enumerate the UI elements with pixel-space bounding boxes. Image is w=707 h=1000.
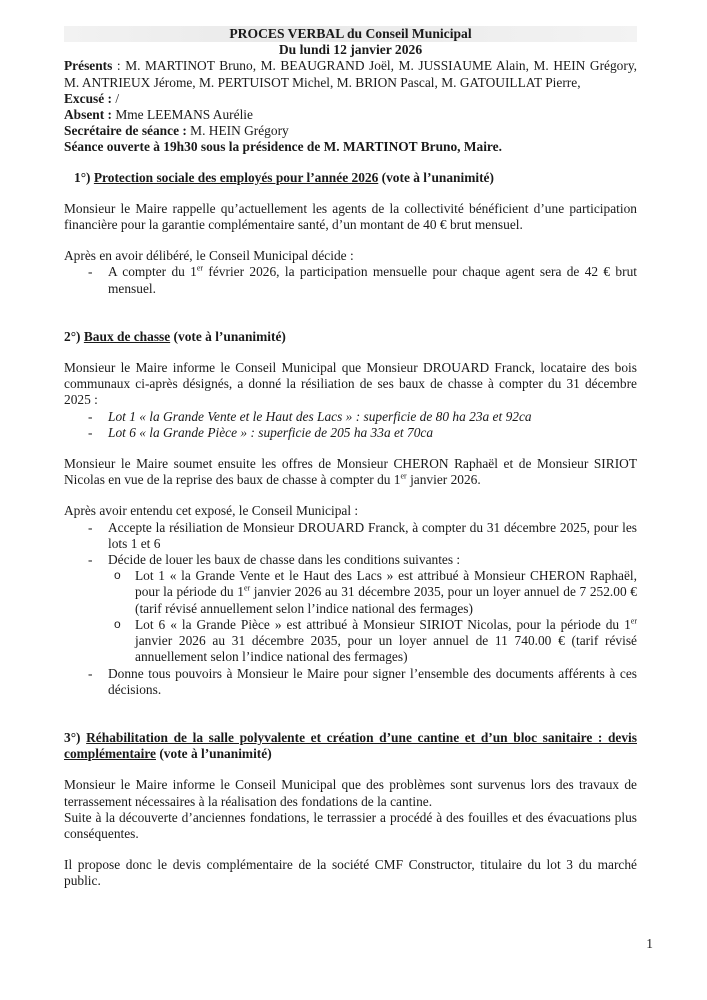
sub2-text-a: Lot 6 « la Grande Pièce » est attribué à Monsieur SIRIOT Nicolas, pour la période du 1 — [135, 616, 631, 632]
offers-text-a: Monsieur le Maire soumet ensuite les offres de Monsieur CHERON Raphaël et de Monsieur SIRIOT Nicolas en vue de la reprise des baux de chasse à compter du 1 — [64, 456, 637, 488]
section1-item — [64, 264, 637, 296]
absent-label: Absent : — [64, 107, 112, 123]
presents-line — [64, 58, 637, 90]
sub-item-lot1 — [110, 568, 637, 617]
secretaire-line — [64, 123, 637, 139]
powers-item: - Donne tous pouvoirs à Monsieur le Maire pour signer l’ensemble des documents afférents à ces décisions. — [64, 666, 637, 698]
decide-text: Décide de louer les baux de chasse dans les conditions suivantes : — [108, 552, 461, 568]
excuse-line — [64, 91, 637, 107]
presents-label: Présents — [64, 58, 113, 74]
section1-decide: Après en avoir délibéré, le Conseil Municipal décide : — [64, 248, 354, 264]
accept-item: - Accepte la résiliation de Monsieur DROUARD Franck, à compter du 31 décembre 2025, pour les lots 1 et 6 — [64, 520, 637, 552]
secretaire-label: Secrétaire de séance : — [64, 123, 187, 139]
document-date: Du lundi 12 janvier 2026 — [278, 42, 423, 58]
section2-lots-list — [64, 409, 637, 441]
section2-intro: Monsieur le Maire informe le Conseil Municipal que Monsieur DROUARD Franck, locataire des bois communaux ci-après désignés, a donné la résiliation de ses baux de chasse à compter du 31 décembre 2025 : — [64, 360, 637, 408]
section1-heading — [64, 170, 637, 186]
section2-vote: (vote à l’unanimité) — [173, 328, 286, 344]
section3-p3: Il propose donc le devis complémentaire de la société CMF Constructor, titulaire du lot 3 du marché public. — [64, 857, 637, 889]
lot6-item: - Lot 6 « la Grande Pièce » : superficie de 205 ha 33a et 70ca — [64, 425, 637, 441]
lot1-item: - Lot 1 « la Grande Vente et le Haut des Lacs » : superficie de 80 ha 23a et 92ca — [64, 409, 637, 425]
sub2-text-b: janvier 2026 au 31 décembre 2035, pour un loyer annuel de 11 740.00 € (tarif révisé annuellement selon l’indice national des fermages) — [135, 633, 637, 665]
section2-number: 2°) — [64, 328, 81, 344]
offers-sup: er — [400, 471, 407, 481]
section2-decisions-list — [64, 520, 637, 698]
excuse-text: / — [111, 90, 120, 106]
section2-heading — [64, 329, 637, 345]
sublist — [110, 568, 637, 665]
presents-text: : M. MARTINOT Bruno, M. BEAUGRAND Joël, M. JUSSIAUME Alain, M. HEIN Grégory, M. ANTRIEUX Jérome, M. PERTUISOT Michel, M. BRION Pascal, M. GATOUILLAT Pierre, — [64, 58, 637, 90]
section2-title: Baux de chasse — [83, 328, 171, 344]
section3-p1: Monsieur le Maire informe le Conseil Municipal que des problèmes sont survenus lors des travaux de terrassement nécessaires à la réalisation des fondations de la cantine. — [64, 777, 637, 809]
section1-item-sup: er — [196, 263, 204, 273]
sub2-sup: er — [630, 616, 637, 626]
sub1-text-a: Lot 1 « la Grande Vente et le Haut des Lacs » est attribué à Monsieur CHERON Raphaël, pour la période du 1 — [135, 568, 637, 600]
section1-vote: (vote à l’unanimité) — [381, 169, 494, 185]
sub1-text-b: janvier 2026 au 31 décembre 2035, pour un loyer annuel de 7 252.00 € (tarif révisé annuellement selon l’indice national des fermages) — [135, 584, 637, 616]
section3-vote: (vote à l’unanimité) — [159, 746, 272, 762]
section3-heading — [64, 730, 637, 762]
section3-p2: Suite à la découverte d’anciennes fondations, le terrassier a procédé à des fouilles et des évacuations plus conséquentes. — [64, 809, 637, 841]
section3-title: Réhabilitation de la salle polyvalente et création d’une cantine et d’un bloc sanitaire : devis complémentaire — [64, 729, 637, 762]
document-page — [64, 26, 637, 890]
section1-intro: Monsieur le Maire rappelle qu’actuellement les agents de la collectivité bénéficient d’une participation financière pour la garantie complémentaire santé, d’un montant de 40 € brut mensuel. — [64, 200, 637, 233]
section1-item-text-a: A compter du 1 — [108, 264, 197, 280]
section1-number: 1°) — [74, 169, 91, 185]
section2-offers — [64, 456, 637, 488]
section1-item-text-b: février 2026, la participation mensuelle pour chaque agent sera de 42 € brut mensuel. — [108, 264, 637, 296]
section2-after: Après avoir entendu cet exposé, le Conseil Municipal : — [64, 503, 359, 519]
page-number: 1 — [646, 936, 653, 951]
document-title: PROCES VERBAL du Conseil Municipal — [64, 26, 637, 42]
seance-line: Séance ouverte à 19h30 sous la présidence de M. MARTINOT Bruno, Maire. — [64, 139, 502, 155]
sub-item-lot6 — [110, 617, 637, 666]
section1-title: Protection sociale des employés pour l’année 2026 — [93, 169, 379, 185]
absent-line — [64, 107, 637, 123]
section3-number: 3°) — [64, 729, 81, 745]
absent-text: Mme LEEMANS Aurélie — [112, 107, 253, 123]
sub1-sup: er — [243, 584, 251, 594]
section1-list — [64, 264, 637, 296]
decide-item — [64, 552, 637, 665]
secretaire-text: M. HEIN Grégory — [186, 123, 289, 139]
offers-text-b: janvier 2026. — [406, 472, 481, 488]
excuse-label: Excusé : — [64, 90, 112, 106]
